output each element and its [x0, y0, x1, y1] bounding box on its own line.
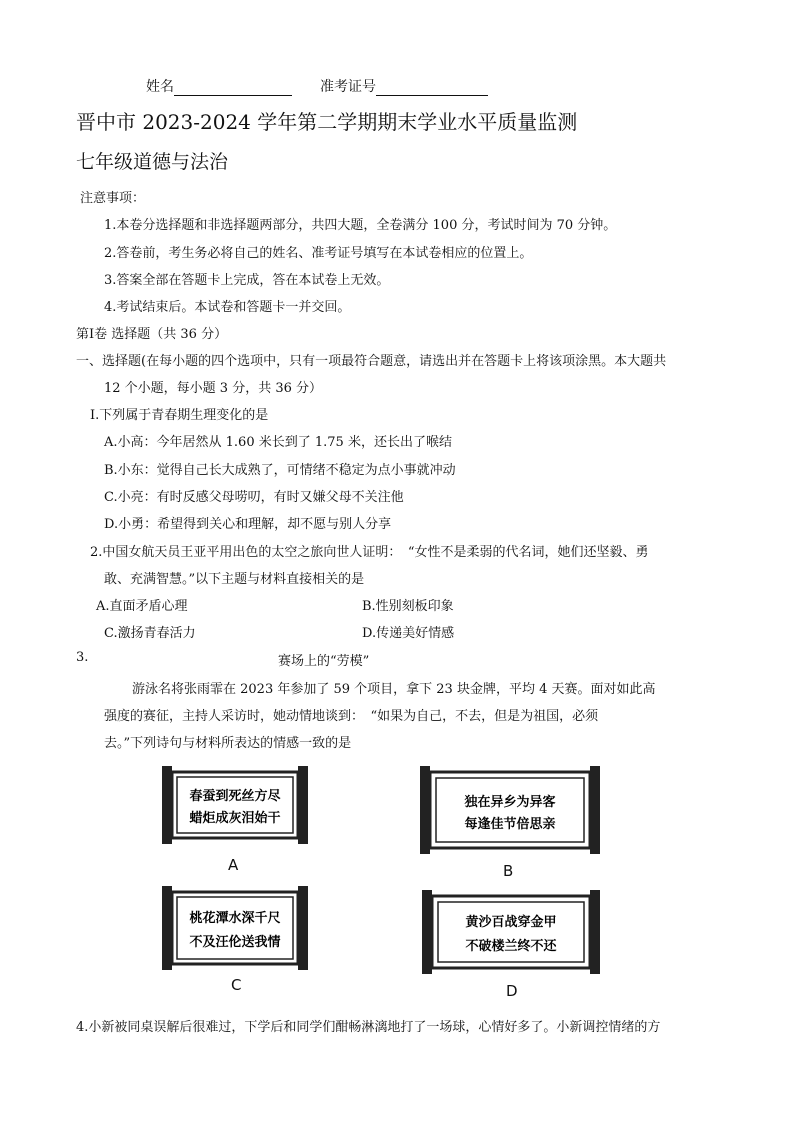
- q2-option-c: C.激扬青春活力: [104, 626, 196, 641]
- scroll-c-label: C: [231, 976, 242, 994]
- q3-paragraph: 游泳名将张雨霏在 2023 年参加了 59 个项目，拿下 23 块金牌，平均 4 天赛。面对如此高: [132, 682, 656, 697]
- q1-stem: I.下列属于青春期生理变化的是: [90, 408, 269, 423]
- q2-stem-cont: 敢、充满智慧。”以下主题与材料直接相关的是: [104, 572, 365, 587]
- q4-stem: 4.小新被同桌误解后很难过，下学后和同学们酣畅淋漓地打了一场球，心情好多了。小新调控情绪的方: [76, 1020, 661, 1035]
- q1-option-c: C.小亮：有时反感父母唠叨，有时又嫌父母不关注他: [104, 490, 404, 505]
- scroll-c-line2: 不及汪伦送我情: [189, 935, 281, 950]
- notice-item: 2.答卷前，考生务必将自己的姓名、准考证号填写在本试卷相应的位置上。: [104, 246, 533, 261]
- scroll-d-label: D: [506, 982, 518, 1000]
- notice-item: 4.考试结束后。本试卷和答题卡一并交回。: [104, 300, 351, 315]
- q3-number: 3.: [76, 650, 89, 665]
- q2-option-d: D.传递美好情感: [362, 626, 455, 641]
- section-title: 第Ⅰ卷 选择题（共 36 分）: [76, 327, 228, 342]
- page-title: 晋中市 2023-2024 学年第二学期期末学业水平质量监测: [76, 110, 578, 134]
- q1-option-b: B.小东：觉得自己长大成熟了，可情绪不稳定为点小事就冲动: [104, 463, 456, 478]
- exam-no-label: 准考证号: [320, 79, 376, 95]
- exam-no-blank: [376, 81, 488, 96]
- scroll-b-label: B: [503, 862, 514, 880]
- scroll-c-line1: 桃花潭水深千尺: [189, 911, 281, 926]
- q2-option-a: A.直面矛盾心理: [96, 599, 188, 614]
- q3-paragraph-cont: 去。”下列诗句与材料所表达的情感一致的是: [104, 736, 352, 751]
- q1-option-d: D.小勇：希望得到关心和理解，却不愿与别人分享: [104, 517, 392, 532]
- scroll-image-b: [418, 764, 602, 856]
- q3-paragraph-cont: 强度的赛征，主持人采访时，她动情地谈到： “如果为自己，不去，但是为祖国，必须: [104, 709, 599, 724]
- scroll-image-d: [420, 888, 602, 976]
- notice-item: 1.本卷分选择题和非选择题两部分，共四大题，全卷满分 100 分，考试时间为 70 分钟。: [104, 218, 617, 233]
- name-field: [146, 76, 292, 96]
- scroll-d-line1: 黄沙百战穿金甲: [465, 915, 557, 930]
- notice-item: 3.答案全部在答题卡上完成，答在本试卷上无效。: [104, 273, 390, 288]
- scroll-b-line1: 独在异乡为异客: [464, 795, 556, 810]
- name-label: 姓名: [146, 79, 174, 95]
- exam-no-field: [320, 76, 488, 96]
- q1-option-a: A.小高：今年居然从 1.60 米长到了 1.75 米，还长出了喉结: [104, 435, 452, 450]
- scroll-a-label: A: [228, 856, 239, 874]
- scroll-b-line2: 每逢佳节倍思亲: [464, 817, 556, 832]
- name-blank: [174, 81, 292, 96]
- notice-heading: 注意事项：: [80, 191, 146, 206]
- section-instructions: 一、选择题(在每小题的四个选项中，只有一项最符合题意，请选出并在答题卡上将该项涂黑。本大题共: [76, 354, 667, 369]
- scroll-a-line1: 春蚕到死丝方尽: [189, 789, 281, 804]
- scroll-d-line2: 不破楼兰终不还: [465, 939, 557, 954]
- scroll-a-line2: 蜡炬成灰泪始干: [189, 811, 281, 826]
- scroll-image-c: [160, 884, 310, 972]
- q3-title: 赛场上的“劳模”: [278, 654, 370, 669]
- scroll-image-a: [160, 762, 310, 848]
- q2-stem: 2.中国女航天员王亚平用出色的太空之旅向世人证明： “女性不是柔弱的代名词，她们还坚毅、勇: [90, 545, 649, 560]
- section-instructions-cont: 12 个小题，每小题 3 分，共 36 分）: [104, 381, 323, 396]
- q2-option-b: B.性别刻板印象: [362, 599, 454, 614]
- subject-title: 七年级道德与法治: [76, 151, 229, 173]
